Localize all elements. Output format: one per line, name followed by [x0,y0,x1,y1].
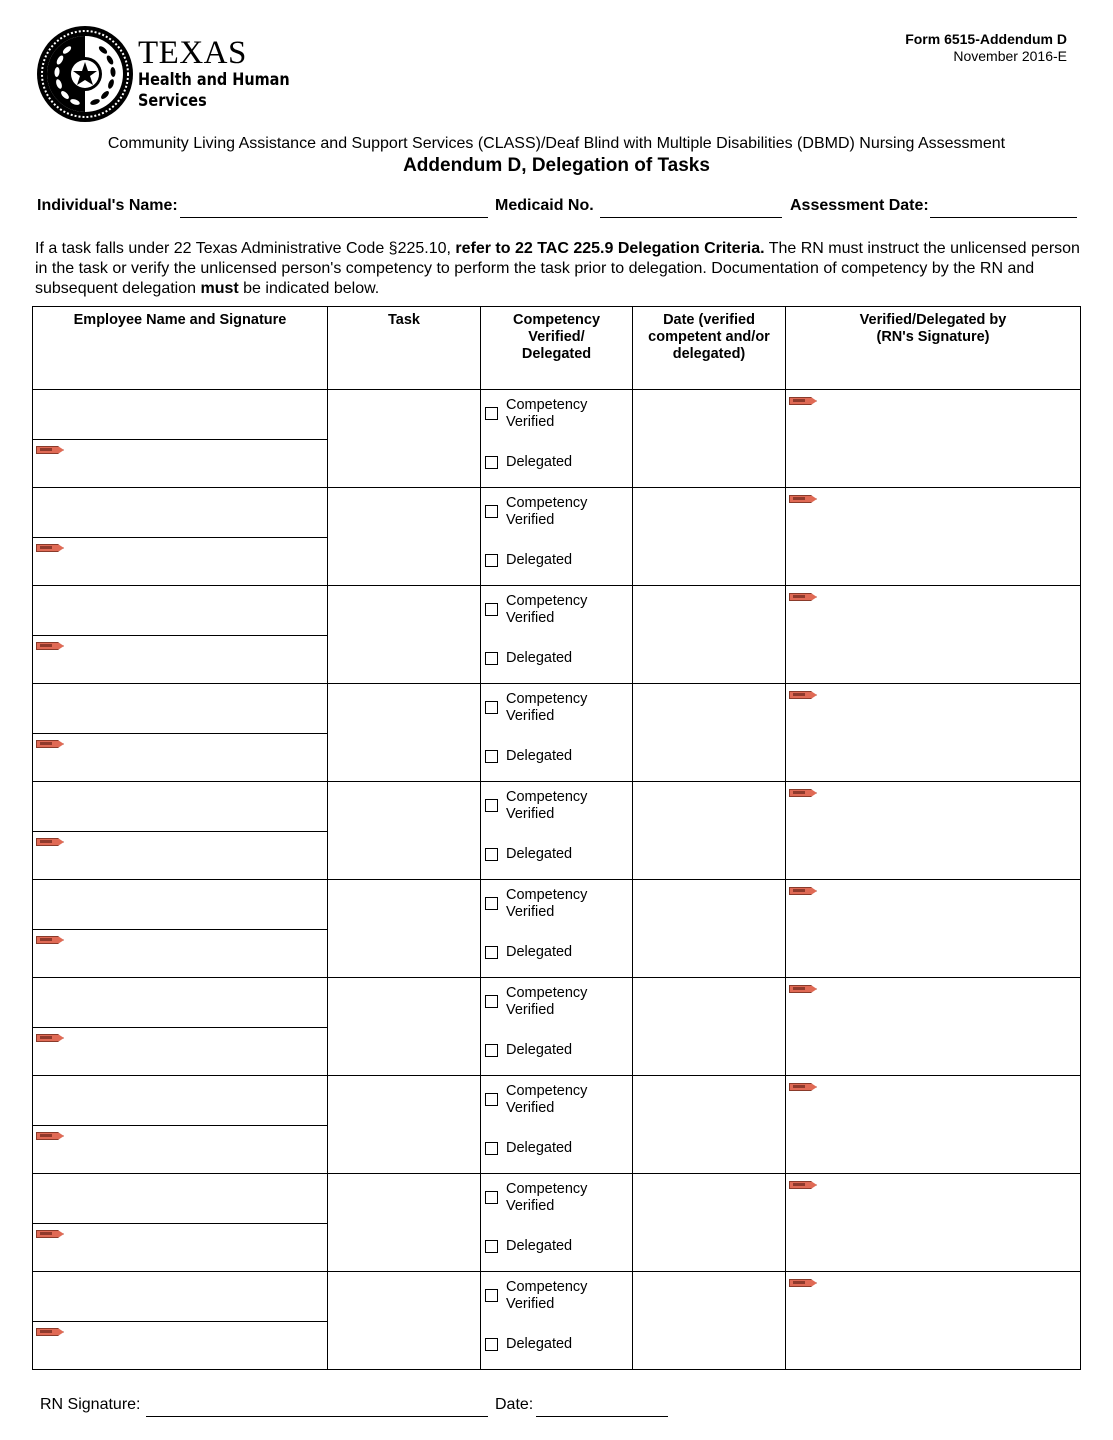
sign-here-flag-icon [789,593,817,601]
wordmark-line2: Health and Human [138,70,290,90]
delegated-label: Delegated [506,650,573,666]
delegated-checkbox[interactable] [485,554,498,567]
competency-verified-checkbox[interactable] [485,1289,498,1302]
competency-verified-label: Competency Verified [506,1083,588,1116]
employee-name-field[interactable] [33,390,327,439]
rn-signature-field[interactable] [786,880,1081,978]
instructions-text: be indicated below. [238,280,380,297]
col-header-date: Date (verified competent and/or delegated) [633,307,786,390]
competency-verified-label: Competency Verified [506,691,588,724]
competency-verified-label: Competency Verified [506,495,588,528]
employee-cell [33,1174,328,1272]
employee-cell [33,390,328,488]
delegated-checkbox[interactable] [485,1044,498,1057]
employee-signature-field[interactable] [33,440,327,487]
employee-cell [33,488,328,586]
delegated-checkbox[interactable] [485,750,498,763]
date-field[interactable] [633,880,786,978]
competency-cell [481,1174,633,1272]
task-field[interactable] [328,880,481,978]
date-field[interactable] [633,586,786,684]
competency-verified-label: Competency Verified [506,593,588,626]
delegated-label: Delegated [506,1140,573,1156]
task-field[interactable] [328,1174,481,1272]
delegated-checkbox[interactable] [485,946,498,959]
instructions-paragraph [35,239,1080,299]
table-row [33,1272,1081,1370]
delegated-label: Delegated [506,1336,573,1352]
form-subtitle: Community Living Assistance and Support Services (CLASS)/Deaf Blind with Multiple Disabilities (DBMD) Nursing Assessment [107,135,1006,152]
table-row [33,684,1081,782]
delegated-label: Delegated [506,1238,573,1254]
task-field[interactable] [328,1076,481,1174]
assessment-date-field[interactable] [930,217,1077,218]
employee-cell [33,782,328,880]
employee-signature-field[interactable] [33,1126,327,1173]
competency-verified-checkbox[interactable] [485,603,498,616]
competency-verified-checkbox[interactable] [485,799,498,812]
delegated-label: Delegated [506,748,573,764]
employee-cell [33,1076,328,1174]
medicaid-number-field[interactable] [600,217,782,218]
delegated-label: Delegated [506,1042,573,1058]
employee-name-field[interactable] [33,1272,327,1321]
delegated-checkbox[interactable] [485,652,498,665]
rn-signature-field[interactable] [786,1272,1081,1370]
task-field[interactable] [328,586,481,684]
form-title: Addendum D, Delegation of Tasks [403,155,710,176]
delegated-label: Delegated [506,846,573,862]
competency-verified-checkbox[interactable] [485,1191,498,1204]
competency-verified-checkbox[interactable] [485,407,498,420]
date-field[interactable] [633,390,786,488]
sign-here-flag-icon [789,397,817,405]
sign-here-flag-icon [789,985,817,993]
task-field[interactable] [328,782,481,880]
employee-name-field[interactable] [33,488,327,537]
table-row [33,488,1081,586]
competency-cell [481,782,633,880]
footer-date-label: Date: [495,1396,534,1413]
competency-verified-label: Competency Verified [506,789,588,822]
table-row [33,586,1081,684]
competency-verified-checkbox[interactable] [485,505,498,518]
employee-name-field[interactable] [33,880,327,929]
employee-cell [33,586,328,684]
competency-cell [481,1076,633,1174]
task-field[interactable] [328,684,481,782]
employee-cell [33,978,328,1076]
rn-signature-field[interactable] [786,488,1081,586]
competency-verified-checkbox[interactable] [485,897,498,910]
rn-signature-field[interactable] [786,978,1081,1076]
form-number: Form 6515-Addendum D [905,31,1067,47]
medicaid-label: Medicaid No. [495,197,594,214]
competency-verified-checkbox[interactable] [485,1093,498,1106]
date-field[interactable] [633,1076,786,1174]
sign-here-flag-icon [789,691,817,699]
table-row [33,1076,1081,1174]
instructions-bold-must: must [200,280,239,297]
employee-signature-field[interactable] [33,1224,327,1271]
employee-name-field[interactable] [33,782,327,831]
competency-verified-label: Competency Verified [506,1181,588,1214]
employee-name-field[interactable] [33,978,327,1027]
rn-signature-label: RN Signature: [40,1396,141,1413]
task-field[interactable] [328,1272,481,1370]
competency-verified-label: Competency Verified [506,887,588,920]
wordmark-texas: TEXAS [138,35,247,71]
delegated-checkbox[interactable] [485,1240,498,1253]
table-header-row [33,307,1081,390]
sign-here-flag-icon [789,1181,817,1189]
competency-cell [481,390,633,488]
instructions-text: The RN must instruct the unlicensed person in the task or verify the unlicensed person's competency to perform the task prior to delegation. Documentation of competency by the RN and subsequent delegation [35,240,1080,297]
delegated-checkbox[interactable] [485,848,498,861]
competency-cell [481,880,633,978]
rn-signature-field[interactable] [786,1076,1081,1174]
table-row [33,390,1081,488]
employee-name-field[interactable] [33,684,327,733]
form-revision-date: November 2016-E [953,48,1067,64]
employee-signature-field[interactable] [33,1322,327,1369]
competency-cell [481,586,633,684]
employee-signature-field[interactable] [33,1028,327,1075]
assessment-date-label: Assessment Date: [790,197,929,214]
employee-signature-field[interactable] [33,636,327,683]
competency-cell [481,978,633,1076]
rn-signature-field[interactable] [786,586,1081,684]
task-field[interactable] [328,488,481,586]
competency-verified-checkbox[interactable] [485,995,498,1008]
agency-wordmark [138,36,316,112]
employee-name-field[interactable] [33,1174,327,1223]
employee-signature-field[interactable] [33,832,327,879]
table-row [33,978,1081,1076]
competency-verified-checkbox[interactable] [485,701,498,714]
rn-signature-field[interactable] [786,684,1081,782]
date-field[interactable] [633,684,786,782]
instructions-bold-reference: refer to 22 TAC 225.9 Delegation Criteria. [455,240,765,257]
competency-verified-label: Competency Verified [506,985,588,1018]
individual-name-field[interactable] [180,217,488,218]
col-header-competency: Competency Verified/ Delegated [481,307,633,390]
instructions-text: If a task falls under 22 Texas Administrative Code §225.10, [35,240,456,257]
delegated-label: Delegated [506,552,573,568]
col-header-task: Task [328,307,481,390]
employee-cell [33,684,328,782]
table-row [33,782,1081,880]
employee-cell [33,880,328,978]
competency-verified-label: Competency Verified [506,397,588,430]
delegated-label: Delegated [506,454,573,470]
rn-signature-field[interactable] [786,782,1081,880]
delegated-checkbox[interactable] [485,456,498,469]
competency-cell [481,1272,633,1370]
employee-name-field[interactable] [33,1076,327,1125]
competency-verified-label: Competency Verified [506,1279,588,1312]
footer-date-field[interactable] [536,1416,668,1417]
date-field[interactable] [633,978,786,1076]
employee-signature-field[interactable] [33,734,327,781]
delegated-checkbox[interactable] [485,1142,498,1155]
col-header-employee: Employee Name and Signature [33,307,328,390]
sign-here-flag-icon [789,1083,817,1091]
delegated-checkbox[interactable] [485,1338,498,1351]
rn-signature-field[interactable] [146,1416,488,1417]
individual-name-label: Individual's Name: [37,197,178,214]
rn-signature-field[interactable] [786,1174,1081,1272]
delegated-label: Delegated [506,944,573,960]
col-header-rn-signature: Verified/Delegated by (RN's Signature) [786,307,1081,390]
task-field[interactable] [328,390,481,488]
task-field[interactable] [328,978,481,1076]
date-field[interactable] [633,1272,786,1370]
sign-here-flag-icon [789,887,817,895]
texas-hhs-seal-icon [35,24,135,124]
sign-here-flag-icon [789,495,817,503]
sign-here-flag-icon [789,789,817,797]
delegation-table [32,306,1081,1370]
date-field[interactable] [633,782,786,880]
rn-signature-field[interactable] [786,390,1081,488]
competency-cell [481,488,633,586]
employee-cell [33,1272,328,1370]
table-row [33,1174,1081,1272]
date-field[interactable] [633,488,786,586]
employee-signature-field[interactable] [33,930,327,977]
sign-here-flag-icon [789,1279,817,1287]
date-field[interactable] [633,1174,786,1272]
employee-name-field[interactable] [33,586,327,635]
form-identifier [905,31,1067,65]
table-row [33,880,1081,978]
competency-cell [481,684,633,782]
employee-signature-field[interactable] [33,538,327,585]
wordmark-line3: Services [138,91,207,111]
